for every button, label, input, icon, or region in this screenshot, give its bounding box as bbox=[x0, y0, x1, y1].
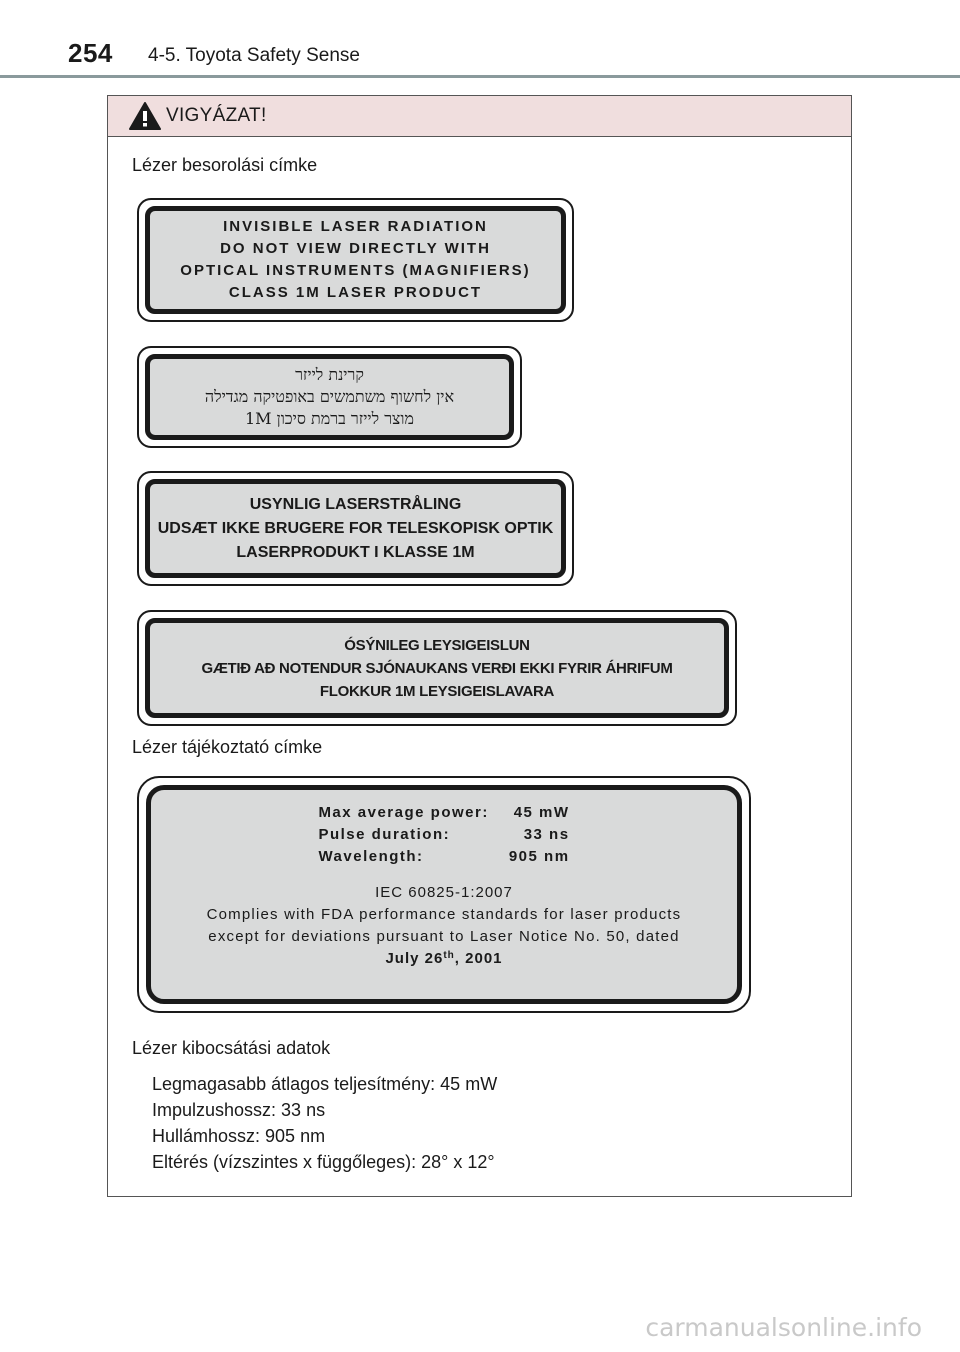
label-line: אין לחשוף משתמשים באופטיקה מגדילה bbox=[204, 387, 455, 406]
compliance-line: Complies with FDA performance standards for laser products bbox=[206, 906, 682, 923]
date-suffix: , 2001 bbox=[454, 950, 503, 967]
spec-row bbox=[318, 824, 569, 846]
compliance-line: except for deviations pursuant to Laser Notice No. 50, dated bbox=[208, 928, 680, 945]
laser-label-english bbox=[137, 198, 574, 322]
spec-name: Pulse duration: bbox=[318, 826, 451, 843]
label-line: קרינת לייזר bbox=[295, 365, 364, 384]
emission-caption: Lézer kibocsátási adatok bbox=[132, 1038, 331, 1058]
spec-row bbox=[318, 846, 569, 868]
label-line: GÆTIÐ AÐ NOTENDUR SJÓNAUKANS VERÐI EKKI FYRIR ÁHRIFUM bbox=[201, 659, 673, 677]
laser-label-icelandic bbox=[137, 610, 737, 726]
spec-value: 33 ns bbox=[523, 826, 570, 843]
label-line: OPTICAL INSTRUMENTS (MAGNIFIERS) bbox=[180, 262, 531, 279]
spec-name: Max average power: bbox=[318, 804, 489, 821]
warning-title: VIGYÁZAT! bbox=[166, 105, 267, 126]
spec-row bbox=[318, 802, 569, 824]
warning-box bbox=[107, 95, 852, 1197]
classification-caption: Lézer besorolási címke bbox=[132, 155, 318, 175]
laser-label-danish bbox=[137, 471, 574, 586]
label-line: USYNLIG LASERSTRÅLING bbox=[249, 495, 462, 513]
label-line: UDSÆT IKKE BRUGERE FOR TELESKOPISK OPTIK bbox=[157, 519, 554, 537]
section-title: 4-5. Toyota Safety Sense bbox=[148, 45, 360, 66]
emission-data-list bbox=[152, 1071, 497, 1175]
warning-header bbox=[108, 96, 851, 137]
label-line: FLOKKUR 1M LEYSIGEISLAVARA bbox=[319, 682, 555, 700]
page-number: 254 bbox=[68, 38, 113, 68]
label-line: מוצר לייזר ברמת סיכון 1M bbox=[244, 409, 415, 428]
laser-info-label-panel bbox=[146, 785, 742, 1004]
laser-label-hebrew-panel bbox=[145, 354, 514, 440]
label-line: ÓSÝNILEG LEYSIGEISLUN bbox=[344, 636, 530, 654]
information-caption: Lézer tájékoztató címke bbox=[132, 737, 323, 757]
label-line: DO NOT VIEW DIRECTLY WITH bbox=[220, 240, 491, 257]
spec-name: Wavelength: bbox=[318, 848, 424, 865]
date-prefix: July 26 bbox=[385, 950, 444, 967]
header-divider bbox=[0, 75, 960, 78]
label-line: INVISIBLE LASER RADIATION bbox=[223, 218, 488, 235]
spec-value: 45 mW bbox=[513, 804, 570, 821]
date-superscript: th bbox=[443, 950, 455, 961]
label-line: LASERPRODUKT I KLASSE 1M bbox=[236, 543, 475, 561]
laser-label-hebrew bbox=[137, 346, 522, 448]
watermark: carmanualsonline.info bbox=[645, 1313, 922, 1342]
label-line: CLASS 1M LASER PRODUCT bbox=[228, 284, 483, 301]
warning-triangle-icon bbox=[128, 101, 162, 131]
emission-item: Impulzushossz: 33 ns bbox=[152, 1100, 326, 1120]
laser-label-english-panel bbox=[145, 206, 566, 314]
compliance-date bbox=[385, 948, 502, 970]
iec-standard: IEC 60825-1:2007 bbox=[375, 884, 513, 901]
laser-label-icelandic-panel bbox=[145, 618, 729, 718]
laser-info-label bbox=[137, 776, 751, 1013]
emission-item: Legmagasabb átlagos teljesítmény: 45 mW bbox=[152, 1074, 498, 1094]
emission-item: Eltérés (vízszintes x függőleges): 28° x 12° bbox=[152, 1152, 495, 1172]
laser-label-danish-panel bbox=[145, 479, 566, 578]
spec-value: 905 nm bbox=[508, 848, 570, 865]
spec-table bbox=[318, 802, 569, 868]
emission-item: Hullámhossz: 905 nm bbox=[152, 1126, 326, 1146]
